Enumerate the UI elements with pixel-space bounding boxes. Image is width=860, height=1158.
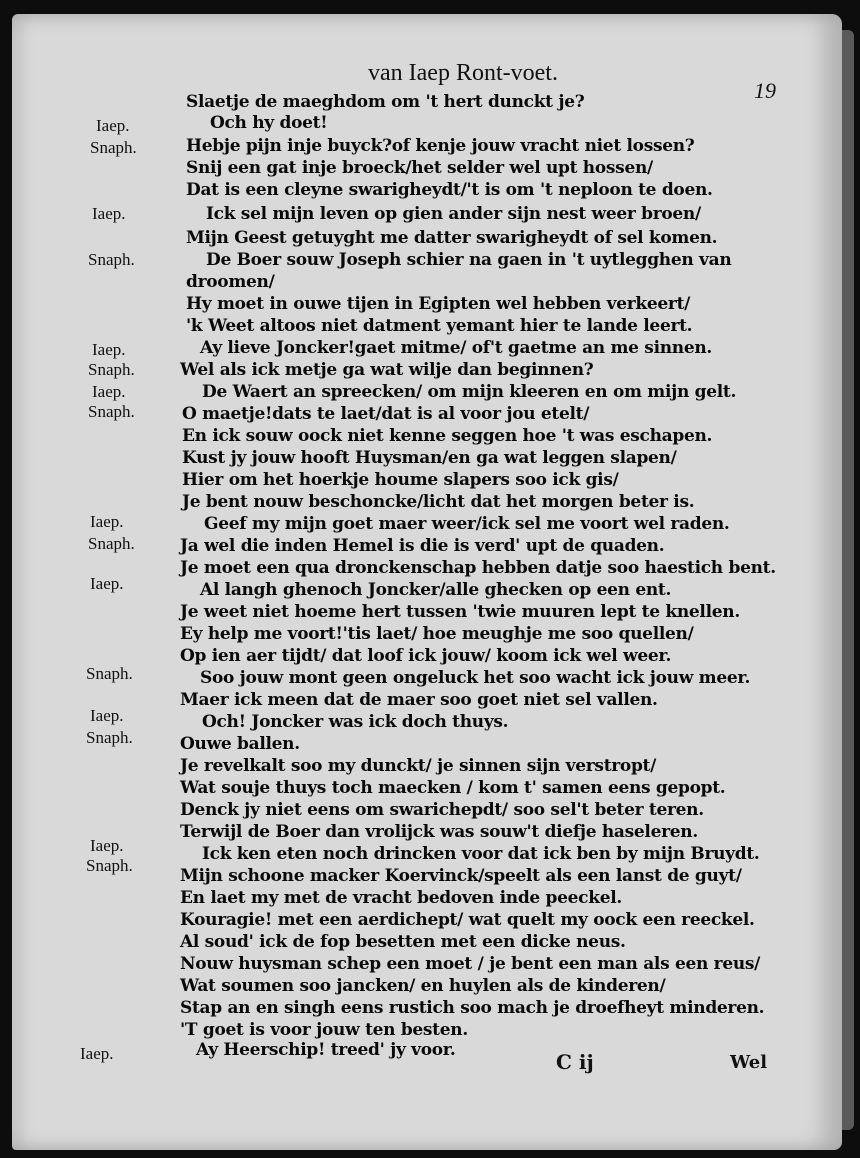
catchword: Wel [730, 1052, 768, 1073]
verse-line: Al soud' ick de fop besetten met een dicke neus. [180, 932, 626, 952]
verse-line: Je bent nouw beschoncke/licht dat het morgen beter is. [182, 492, 695, 512]
speaker-label: Iaep. [90, 836, 124, 855]
verse-line: Ay lieve Joncker!gaet mitme/ of't gaetme an me sinnen. [200, 338, 713, 358]
verse-line: Ouwe ballen. [180, 734, 300, 754]
verse-line: Terwijl de Boer dan vrolijck was souw't diefje haseleren. [180, 822, 698, 842]
speaker-label: Iaep. [96, 116, 130, 135]
running-title: van Iaep Ront-voet. [368, 60, 558, 86]
speaker-label: Iaep. [80, 1044, 114, 1063]
verse-line: Ey help me voort!'tis laet/ hoe meughje me soo quellen/ [180, 624, 694, 644]
verse-line: O maetje!dats te laet/dat is al voor jou etelt/ [182, 404, 590, 424]
page-number: 19 [754, 78, 776, 103]
speaker-label: Snaph. [88, 534, 135, 553]
speaker-label: Snaph. [86, 856, 133, 875]
verse-line: Denck jy niet eens om swarichepdt/ soo sel't beter teren. [180, 800, 704, 820]
verse-line: Hebje pijn inje buyck?of kenje jouw vracht niet lossen? [186, 136, 695, 156]
verse-line: Op ien aer tijdt/ dat loof ick jouw/ koom ick wel weer. [180, 646, 672, 666]
verse-line: Wat soumen soo jancken/ en huylen als de kinderen/ [180, 976, 666, 996]
verse-line: Mijn schoone macker Koervinck/speelt als een lanst de guyt/ [180, 866, 742, 886]
verse-line: Ick ken eten noch drincken voor dat ick ben by mijn Bruydt. [202, 844, 760, 864]
verse-line: Ja wel die inden Hemel is die is verd' upt de quaden. [180, 536, 665, 556]
speaker-label: Snaph. [88, 402, 135, 421]
verse-line: Je revelkalt soo my dunckt/ je sinnen sijn verstropt/ [180, 756, 656, 776]
signature-mark: C ij [556, 1050, 594, 1074]
speaker-label: Iaep. [90, 574, 124, 593]
verse-line: Dat is een cleyne swarigheydt/'t is om 't neploon te doen. [186, 180, 713, 200]
verse-line: De Waert an spreecken/ om mijn kleeren en om mijn gelt. [202, 382, 737, 402]
verse-line: Kouragie! met een aerdichept/ wat quelt my oock een reeckel. [180, 910, 755, 930]
verse-line: Wel als ick metje ga wat wilje dan beginnen? [180, 360, 594, 380]
speaker-label: Snaph. [86, 664, 133, 683]
verse-line: En ick souw oock niet kenne seggen hoe 't was eschapen. [182, 426, 713, 446]
verse-line: droomen/ [186, 272, 275, 292]
verse-line: 'k Weet altoos niet datment yemant hier te lande leert. [186, 316, 693, 336]
speaker-label: Iaep. [90, 706, 124, 725]
verse-line: 'T goet is voor jouw ten besten. [180, 1020, 468, 1040]
verse-line: Mijn Geest getuyght me datter swarigheydt of sel komen. [186, 228, 718, 248]
speaker-label: Iaep. [92, 204, 126, 223]
speaker-label: Iaep. [90, 512, 124, 531]
verse-line: Ick sel mijn leven op gien ander sijn nest weer broen/ [206, 204, 701, 224]
speaker-label: Snaph. [88, 360, 135, 379]
verse-line: Kust jy jouw hooft Huysman/en ga wat leggen slapen/ [182, 448, 677, 468]
verse-line: Slaetje de maeghdom om 't hert dunckt je? [186, 92, 585, 112]
verse-line: Geef my mijn goet maer weer/ick sel me voort wel raden. [204, 514, 730, 534]
verse-line: Och hy doet! [210, 113, 328, 133]
verse-line: Soo jouw mont geen ongeluck het soo wacht ick jouw meer. [200, 668, 751, 688]
verse-line: Nouw huysman schep een moet / je bent een man als een reus/ [180, 954, 761, 974]
verse-line: Ay Heerschip! treed' jy voor. [196, 1040, 456, 1060]
verse-line: Och! Joncker was ick doch thuys. [202, 712, 509, 732]
verse-line: Je weet niet hoeme hert tussen 'twie muuren lept te knellen. [180, 602, 740, 622]
speaker-label: Snaph. [90, 138, 137, 157]
verse-line: Je moet een qua dronckenschap hebben datje soo haestich bent. [180, 558, 776, 578]
speaker-label: Snaph. [86, 728, 133, 747]
verse-line: Maer ick meen dat de maer soo goet niet sel vallen. [180, 690, 658, 710]
verse-line: Al langh ghenoch Joncker/alle ghecken op een ent. [200, 580, 672, 600]
speaker-label: Iaep. [92, 382, 126, 401]
verse-line: En laet my met de vracht bedoven inde peeckel. [180, 888, 622, 908]
speaker-label: Snaph. [88, 250, 135, 269]
verse-line: Stap an en singh eens rustich soo mach je droefheyt minderen. [180, 998, 765, 1018]
verse-line: Hy moet in ouwe tijen in Egipten wel hebben verkeert/ [186, 294, 691, 314]
verse-line: Wat souje thuys toch maecken / kom t' samen eens gepopt. [180, 778, 726, 798]
speaker-label: Iaep. [92, 340, 126, 359]
verse-line: Snij een gat inje broeck/het selder wel upt hossen/ [186, 158, 653, 178]
verse-line: De Boer souw Joseph schier na gaen in 't uytlegghen van [206, 250, 732, 270]
verse-line: Hier om het hoerkje houme slapers soo ick gis/ [182, 470, 619, 490]
